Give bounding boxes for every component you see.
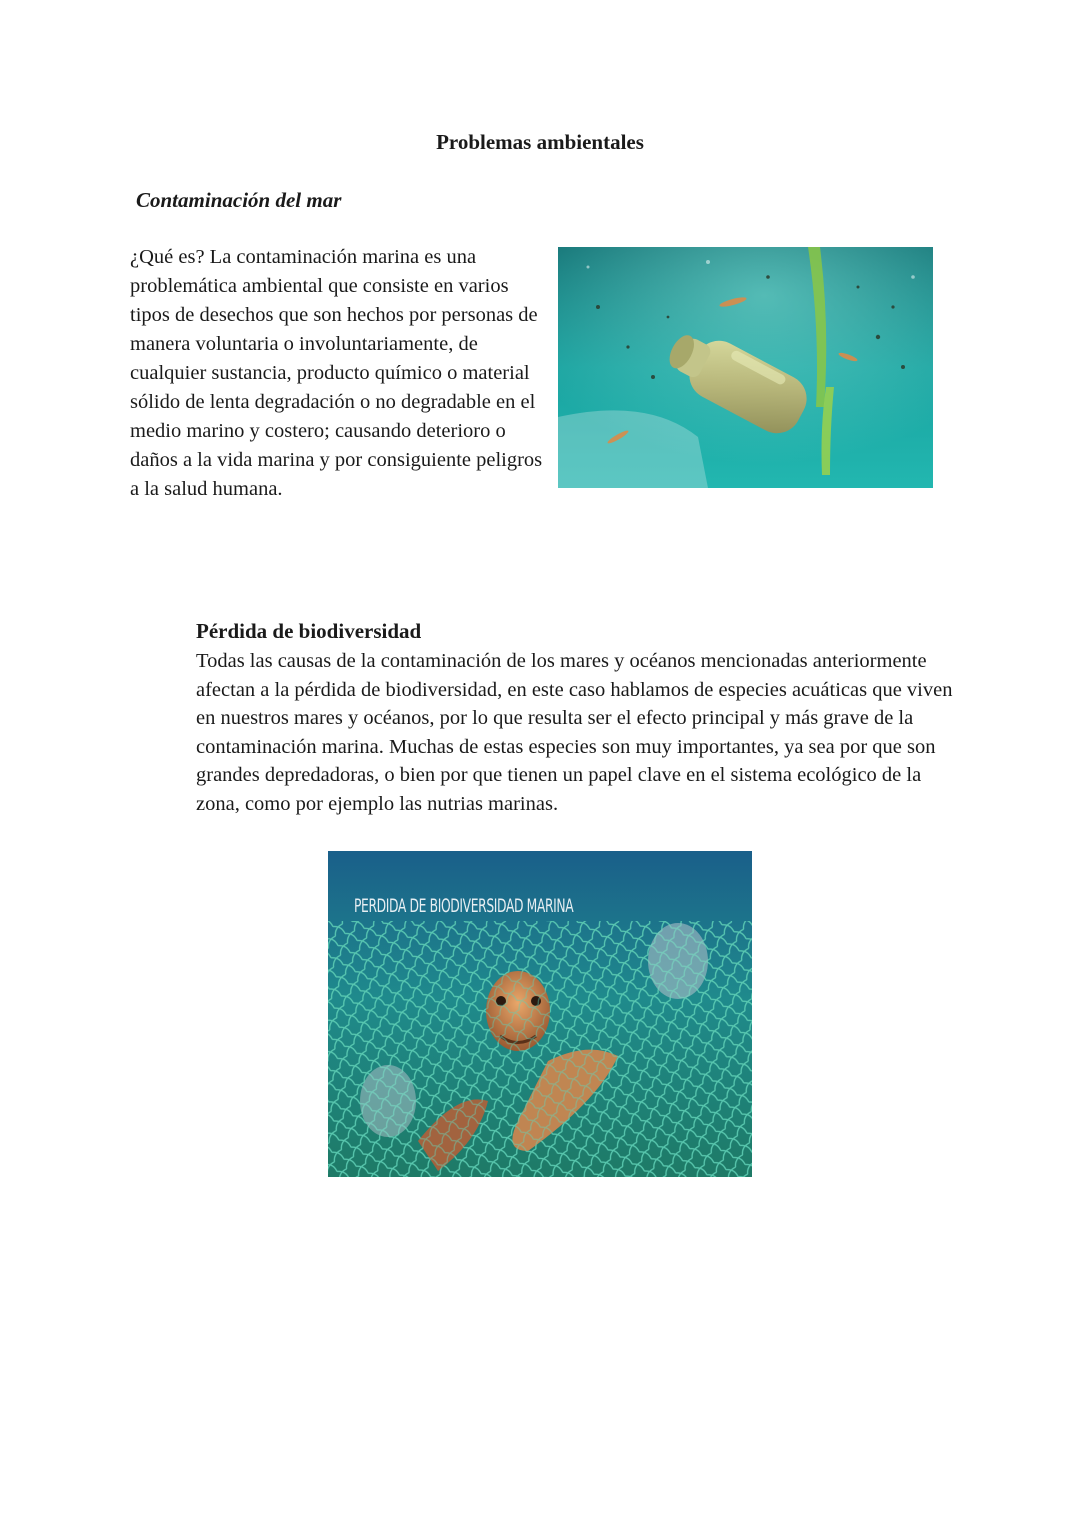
page-title: Problemas ambientales — [436, 130, 644, 154]
poster-caption: PERDIDA DE BIODIVERSIDAD MARINA — [354, 895, 574, 917]
turtle-in-net-photo — [328, 851, 752, 1177]
section-heading-contaminacion: Contaminación del mar — [136, 188, 342, 212]
section-heading-biodiversidad: Pérdida de biodiversidad — [196, 619, 422, 643]
section-text-contaminacion: ¿Qué es? La contaminación marina es una problemática ambiental que consiste en varios tipos de desechos que son hechos por personas de manera voluntaria o involuntariamente, de cualquier sustancia, producto químico o material sólido de lenta degradación o no degradable en el medio marino y costero; causando deterioro o daños a la vida marina y por consiguiente peligros a la salud humana. — [130, 246, 543, 500]
plastic-bottle-underwater-photo — [558, 247, 933, 488]
section-text-biodiversidad: Todas las causas de la contaminación de los mares y océanos mencionadas anteriormente afectan a la pérdida de biodiversidad, en este caso hablamos de especies acuáticas que viven en nuestros mares y océanos, por lo que resulta ser el efecto principal y más grave de la contaminación marina. Muchas de estas especies son muy importantes, ya sea por que son grandes depredadoras, o bien por que tienen un papel clave en el sistema ecológico de la zona, como por ejemplo las nutrias marinas. — [196, 650, 953, 815]
